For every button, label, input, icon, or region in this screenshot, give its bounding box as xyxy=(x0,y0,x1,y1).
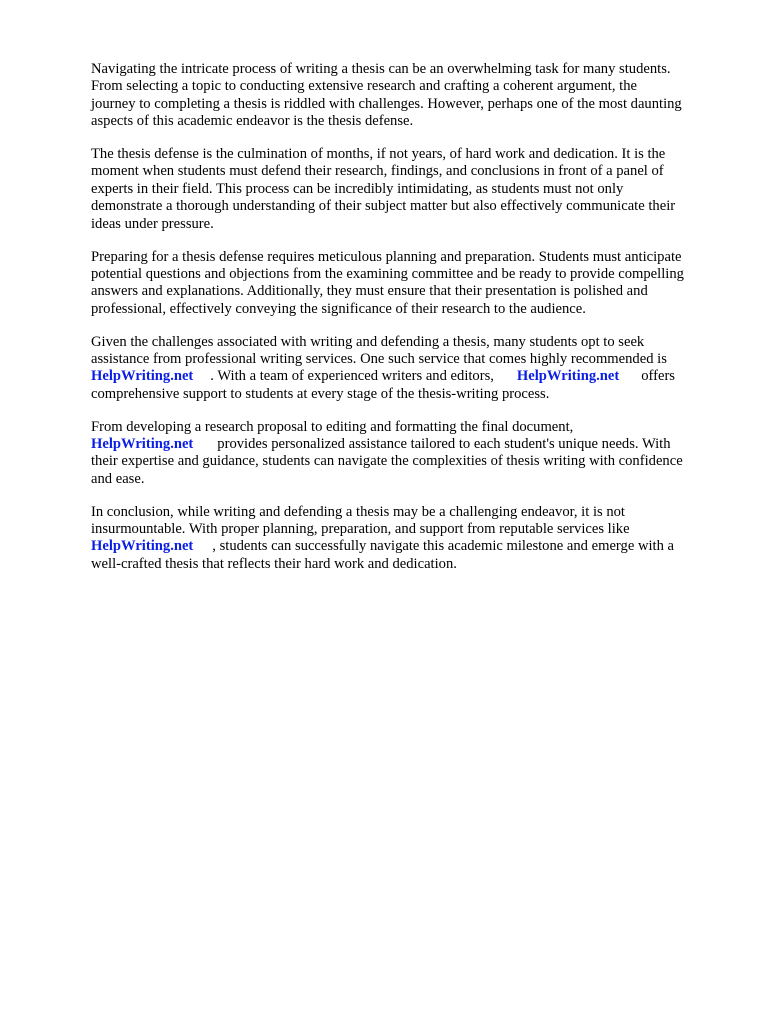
text-line: aspects of this academic endeavor is the thesis defense. xyxy=(91,113,414,130)
text-line: insurmountable. With proper planning, preparation, and support from reputable services like xyxy=(91,521,630,538)
text-line: From selecting a topic to conducting extensive research and crafting a coherent argument, the xyxy=(91,78,637,95)
text-line: and ease. xyxy=(91,470,145,487)
text-line: In conclusion, while writing and defending a thesis may be a challenging endeavor, it is not xyxy=(91,503,625,520)
document-page xyxy=(91,61,731,589)
text-line: ideas under pressure. xyxy=(91,215,214,232)
helpwriting-link[interactable]: HelpWriting.net xyxy=(91,436,194,453)
text-line: The thesis defense is the culmination of months, if not years, of hard work and dedication. It is the xyxy=(91,146,666,163)
text-line: professional, effectively conveying the significance of their research to the audience. xyxy=(91,300,586,317)
text-segment: . With a team of experienced writers and editors, xyxy=(210,368,494,385)
text-line: assistance from professional writing services. One such service that comes highly recommended is xyxy=(91,350,667,367)
text-line xyxy=(91,436,731,453)
helpwriting-link[interactable]: HelpWriting.net xyxy=(91,538,194,555)
text-segment: offers xyxy=(641,368,675,385)
text-line: From developing a research proposal to editing and formatting the final document, xyxy=(91,418,574,435)
text-line: Navigating the intricate process of writing a thesis can be an overwhelming task for many students. xyxy=(91,61,671,77)
text-line: Preparing for a thesis defense requires meticulous planning and preparation. Students must anticipate xyxy=(91,248,682,265)
helpwriting-link[interactable]: HelpWriting.net xyxy=(91,368,194,385)
text-line: Given the challenges associated with writing and defending a thesis, many students opt to seek xyxy=(91,333,645,350)
text-line xyxy=(91,368,731,385)
text-line: potential questions and objections from the examining committee and be ready to provide compelling xyxy=(91,265,684,282)
text-line: experts in their field. This process can be incredibly intimidating, as students must not only xyxy=(91,180,624,197)
text-line xyxy=(91,538,731,555)
text-segment: provides personalized assistance tailored to each student's unique needs. With xyxy=(217,436,671,453)
paragraph-5 xyxy=(91,419,731,489)
text-line: journey to completing a thesis is riddled with challenges. However, perhaps one of the most daunting xyxy=(91,95,682,112)
paragraph-4 xyxy=(91,334,731,404)
text-segment: , students can successfully navigate this academic milestone and emerge with a xyxy=(212,538,675,555)
paragraph-2 xyxy=(91,146,731,233)
text-line: demonstrate a thorough understanding of their subject matter but also effectively communicate their xyxy=(91,198,676,215)
paragraph-3 xyxy=(91,249,731,319)
text-line: comprehensive support to students at every stage of the thesis-writing process. xyxy=(91,385,550,402)
text-line: well-crafted thesis that reflects their hard work and dedication. xyxy=(91,555,457,572)
paragraph-6 xyxy=(91,504,731,574)
text-line: their expertise and guidance, students can navigate the complexities of thesis writing with confidence xyxy=(91,453,683,470)
helpwriting-link[interactable]: HelpWriting.net xyxy=(516,368,620,385)
text-line: moment when students must defend their research, findings, and conclusions in front of a panel of xyxy=(91,163,664,180)
paragraph-1 xyxy=(91,61,731,131)
text-line: answers and explanations. Additionally, they must ensure that their presentation is polished and xyxy=(91,283,648,300)
